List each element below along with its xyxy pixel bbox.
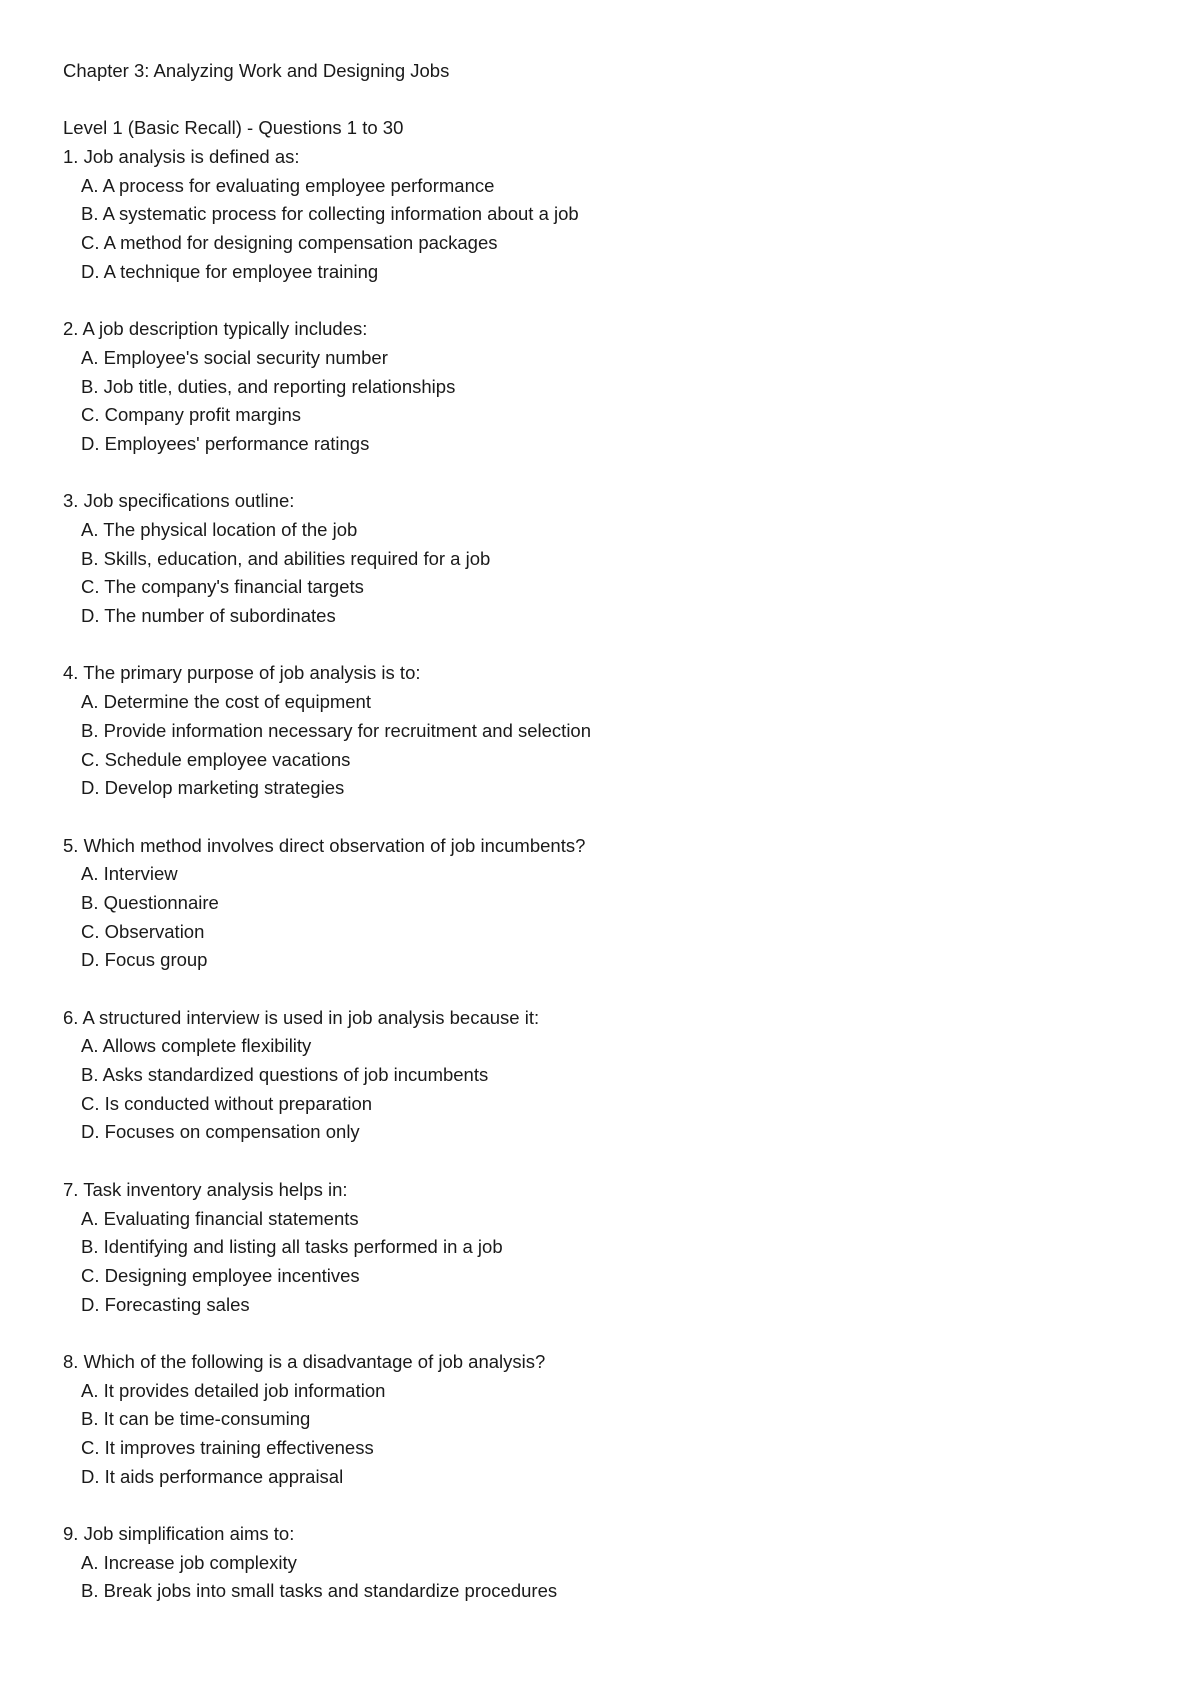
answer-option: A. A process for evaluating employee performance	[81, 174, 495, 196]
question-block	[63, 143, 1143, 286]
spacer	[63, 459, 1143, 488]
question-stem: 5. Which method involves direct observation of job incumbents?	[63, 834, 586, 856]
answer-option: A. Evaluating financial statements	[81, 1207, 359, 1229]
answer-option: C. The company's financial targets	[81, 576, 364, 598]
question-stem: 3. Job specifications outline:	[63, 490, 295, 512]
question-stem: 8. Which of the following is a disadvantage of job analysis?	[63, 1350, 546, 1372]
question-block	[63, 1176, 1143, 1319]
answer-option: A. Increase job complexity	[81, 1551, 297, 1573]
answer-option: A. The physical location of the job	[81, 519, 358, 540]
answer-option: C. Schedule employee vacations	[81, 748, 351, 770]
answer-option: C. Designing employee incentives	[81, 1264, 360, 1286]
answer-option: B. Asks standardized questions of job incumbents	[81, 1064, 489, 1086]
question-block	[63, 1004, 1143, 1147]
document-title: Chapter 3: Analyzing Work and Designing Jobs	[63, 60, 450, 81]
question-stem: 4. The primary purpose of job analysis is to:	[63, 662, 421, 684]
answer-option: C. Company profit margins	[81, 404, 302, 426]
answer-option: B. Break jobs into small tasks and standardize procedures	[81, 1580, 558, 1602]
question-stem: 7. Task inventory analysis helps in:	[63, 1178, 348, 1200]
answer-option: D. Develop marketing strategies	[81, 777, 345, 799]
answer-option: C. Is conducted without preparation	[81, 1092, 373, 1114]
answer-option: D. Employees' performance ratings	[81, 432, 370, 454]
spacer	[63, 287, 1143, 316]
answer-option: B. Questionnaire	[81, 891, 219, 913]
question-block	[63, 832, 1143, 975]
answer-option: A. Determine the cost of equipment	[81, 691, 371, 713]
question-block	[63, 315, 1143, 458]
answer-option: C. A method for designing compensation packages	[81, 232, 498, 254]
answer-option: A. Employee's social security number	[81, 346, 388, 368]
question-block	[63, 659, 1143, 802]
question-stem: 6. A structured interview is used in job analysis because it:	[63, 1006, 540, 1028]
spacer	[63, 1319, 1143, 1348]
question-block	[63, 487, 1143, 630]
answer-option: A. Interview	[81, 863, 178, 885]
answer-option: B. It can be time-consuming	[81, 1408, 311, 1430]
section-heading: Level 1 (Basic Recall) - Questions 1 to 30	[63, 117, 404, 139]
spacer	[63, 975, 1143, 1004]
answer-option: D. Focuses on compensation only	[81, 1121, 360, 1143]
question-stem: 9. Job simplification aims to:	[63, 1523, 295, 1545]
question-stem: 2. A job description typically includes:	[63, 318, 368, 340]
answer-option: B. A systematic process for collecting information about a job	[81, 203, 579, 225]
question-block	[63, 1520, 1143, 1606]
answer-option: D. It aids performance appraisal	[81, 1465, 344, 1487]
document-page	[63, 57, 1143, 1606]
spacer	[63, 1491, 1143, 1520]
spacer	[63, 86, 1143, 115]
answer-option: D. Focus group	[81, 949, 208, 971]
answer-option: B. Provide information necessary for recruitment and selection	[81, 719, 592, 741]
answer-option: D. A technique for employee training	[81, 260, 379, 282]
answer-option: C. It improves training effectiveness	[81, 1437, 374, 1458]
question-stem: 1. Job analysis is defined as:	[63, 146, 300, 168]
answer-option: C. Observation	[81, 920, 205, 942]
spacer	[63, 631, 1143, 660]
answer-option: D. The number of subordinates	[81, 605, 336, 627]
question-block	[63, 1348, 1143, 1491]
spacer	[63, 1147, 1143, 1176]
answer-option: B. Job title, duties, and reporting relationships	[81, 375, 456, 397]
answer-option: A. It provides detailed job information	[81, 1379, 386, 1401]
answer-option: B. Identifying and listing all tasks performed in a job	[81, 1236, 503, 1258]
answer-option: B. Skills, education, and abilities required for a job	[81, 547, 491, 569]
spacer	[63, 803, 1143, 832]
answer-option: D. Forecasting sales	[81, 1293, 250, 1315]
answer-option: A. Allows complete flexibility	[81, 1035, 312, 1057]
